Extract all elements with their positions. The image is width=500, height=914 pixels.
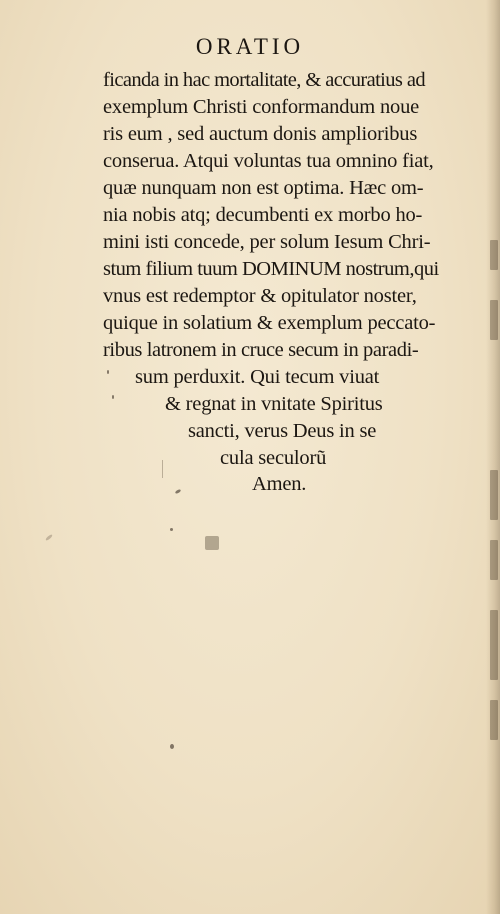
ink-speck <box>107 370 109 374</box>
text-line-9: vnus est redemptor & opitulator noster, <box>103 285 417 307</box>
bleed-through-mark <box>490 470 498 520</box>
running-header: ORATIO <box>195 34 305 59</box>
ink-speck <box>175 489 182 495</box>
bleed-through-mark <box>490 700 498 740</box>
page-gutter-edge <box>486 0 500 914</box>
text-line-7: mini isti concede, per solum Iesum Chri- <box>103 231 431 253</box>
bleed-through-mark <box>490 610 498 680</box>
text-line-13: & regnat in vnitate Spiritus <box>165 393 383 415</box>
text-line-6: nia nobis atq; decumbenti ex morbo ho- <box>103 204 423 226</box>
text-line-8: stum filium tuum DOMINUM nostrum,qui <box>103 258 439 280</box>
text-line-5: quæ nunquam non est optima. Hæc om- <box>103 177 424 199</box>
text-line-15: cula seculorũ <box>220 447 327 469</box>
text-line-2: exemplum Christi conformandum noue <box>103 96 420 118</box>
text-line-4: conserua. Atqui voluntas tua omnino fiat, <box>103 150 434 172</box>
ink-speck <box>45 534 53 541</box>
text-line-10: quique in solatium & exemplum peccato- <box>103 312 436 334</box>
text-line-11: ribus latronem in cruce secum in paradi- <box>103 339 419 361</box>
ink-speck <box>170 528 173 531</box>
text-line-1: ficanda in hac mortalitate, & accuratius ad <box>103 69 425 91</box>
ink-speck <box>170 744 174 749</box>
text-line-12: sum perduxit. Qui tecum viuat <box>135 366 380 388</box>
bleed-through-mark <box>490 240 498 270</box>
ink-speck <box>112 395 114 399</box>
text-line-16: Amen. <box>252 473 307 495</box>
ink-speck <box>162 460 163 478</box>
text-line-14: sancti, verus Deus in se <box>188 420 377 442</box>
bleed-through-mark <box>490 300 498 340</box>
ink-speck <box>205 536 219 550</box>
text-line-3: ris eum , sed auctum donis amplioribus <box>103 123 418 145</box>
bleed-through-mark <box>490 540 498 580</box>
